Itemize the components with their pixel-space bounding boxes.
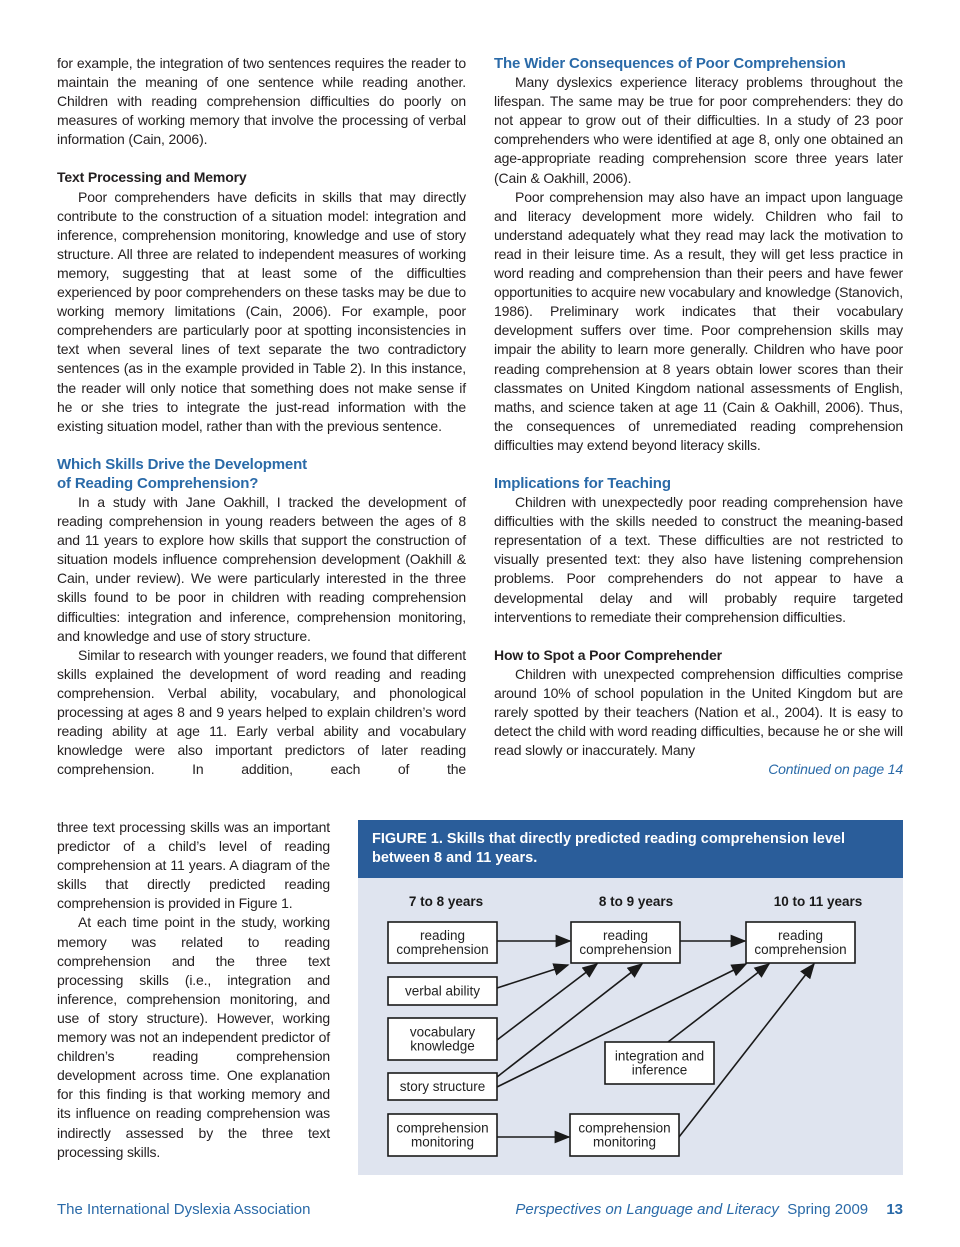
continued-link[interactable]: Continued on page 14 [768,761,903,778]
paragraph: three text processing skills was an important predictor of a child’s level of reading comprehension at 11 years. A diagram of the skills that directly predicted reading comprehension is provided in Figure 1. [57,819,330,912]
box-rc1 [388,922,497,963]
arrow-ii-to-rc3 [668,964,769,1042]
column-header: 7 to 8 years [408,894,484,909]
paragraph: Similar to research with younger readers, we found that different skills explained the development of word reading and reading comprehension. Verbal ability, vocabulary, and phonological processing at ages 8 and 9 years helped to explain children’s word reading ability at age 11. Early verbal ability and vocabulary knowledge were also important predictors of later reading comprehension. In addition, each of the [57,646,466,778]
left-column [57,54,466,779]
box-cm2 [570,1114,679,1156]
arrow-verbal-to-rc2 [497,965,568,988]
box-rc2 [571,922,680,963]
heading-line: Which Skills Drive the Development [57,455,307,473]
box-label: inference [631,1062,688,1078]
box-label: comprehension [396,942,489,957]
figure-diagram [358,820,903,1175]
box-rc3 [746,922,855,963]
paragraph: Poor comprehenders have deficits in skills that may directly contribute to the construction of a situation model: integration and inference, comprehension monitoring, knowledge and use of story structure. All three are related to independent measures of working memory, suggesting that at least some of the difficulties experienced by poor comprehenders on these tasks may be due to working memory limitations (Cain, 2006). For example, poor comprehenders are particularly poor at spotting inconsistencies in text when several lines of text separate the two contradictory sentences (as in the example provided in Table 2). In this instance, the reader will only notice that something does not make sense if he or she tries to integrate the just-read information with the existing situation model, rather than with the previous sentence. [57,188,466,434]
footer-right [515,1201,903,1218]
box-label: knowledge [410,1038,475,1054]
paragraph: Children with unexpected comprehension difficulties comprise around 10% of school population in the United Kingdom but are rarely spotted by their teachers (Nation et al., 2004). It is easy to detect the child with word reading difficulties, because he or she will read slowly or inaccurately. Many [494,665,903,759]
box-ii [605,1042,714,1084]
box-label: comprehension [579,942,672,957]
box-label: reading [419,928,466,943]
box-label: verbal ability [404,983,481,999]
section-heading: Implications for Teaching [494,474,671,492]
column-header: 8 to 9 years [598,894,674,909]
paragraph: for example, the integration of two sentences requires the reader to maintain the meaning of one sentence while reading another. Children with reading comprehension difficulties do poorly on measures of working memory that involve the processing of verbal information (Cain, 2006). [57,55,466,148]
box-label: reading [777,928,824,943]
paragraph: In a study with Jane Oakhill, I tracked the development of reading comprehension in young readers between the ages of 8 and 11 years to explore how skills that support the construction of situation models influence comprehension development (Oakhill & Cain, under review). We were particularly interested in the three skills found to be poor in children with reading comprehension difficulties: integration and inference, comprehension monitoring, and knowledge and use of story structure. [57,493,466,644]
box-label: vocabulary [409,1024,476,1040]
box-label: integration and [614,1048,705,1064]
arrow-vocab-to-rc2 [497,964,597,1040]
right-column [494,54,903,779]
page-number: 13 [886,1201,903,1218]
section-heading [57,455,466,493]
figure-1 [358,820,903,1175]
left-column-narrow [57,818,330,1162]
box-verbal [388,977,497,1005]
journal-title: Perspectives on Language and Literacy [515,1201,779,1218]
heading-line: of Reading Comprehension? [57,474,259,492]
box-label: comprehension [578,1120,671,1136]
box-vocab [388,1018,497,1060]
section-heading: How to Spot a Poor Comprehender [494,646,722,663]
paragraph: At each time point in the study, working memory was related to reading comprehension and the three text processing skills (i.e., integration and inference, comprehension monitoring, and use of story structure). However, working memory was not an independent predictor of children’s reading comprehension development across time. One explanation for this finding is that working memory and its influence on reading comprehension was indirectly assessed by the three text processing skills. [57,914,330,1160]
paragraph: Children with unexpectedly poor reading comprehension have difficulties with the skills needed to construct the meaning-based representation of a text. These difficulties are not restricted to visually presented text: they also have listening comprehension problems. Poor comprehenders do not appear to have a developmental delay and will probably require targeted interventions to remediate their comprehension difficulties. [494,494,903,625]
box-cm1 [388,1114,497,1156]
box-label: comprehension [396,1120,489,1136]
box-story [388,1073,497,1100]
paragraph: Poor comprehension may also have an impact upon language and literacy development more widely. Children who fail to understand adequately what they read may lack the motivation to read in their leisure time. As a result, they will get less practice in word reading and comprehension than their peers and have fewer opportunities to acquire new vocabulary and knowledge (Stanovich, 1986). Preliminary work indicates that their vocabulary development suffers over time. Poor comprehension skills may impair the ability to learn more generally. Children who have poor reading comprehension at 8 years obtain lower scores than their classmates on United Kingdom national assessments of English, maths, and science taken at age 11 (Cain & Oakhill, 2006). Thus, the consequences of unremediated reading comprehension difficulties may extend beyond literacy skills. [494,188,903,453]
box-label: comprehension [754,942,847,957]
column-header: 10 to 11 years [773,894,863,909]
paragraph: Many dyslexics experience literacy problems throughout the lifespan. The same may be true for poor comprehenders: they do not appear to grow out of their difficulties. In a study of 23 poor comprehenders who were identified at age 8, only one obtained an age-appropriate reading comprehension score three years later (Cain & Oakhill, 2006). [494,74,903,186]
box-label: monitoring [410,1134,475,1150]
footer-org: The International Dyslexia Association [57,1201,311,1218]
box-label: reading [602,928,649,943]
box-label: story structure [399,1079,486,1094]
box-label: monitoring [592,1134,657,1150]
figure-caption: FIGURE 1. Skills that directly predicted reading comprehension level between 8 and 11 years. [358,820,903,878]
section-heading: Text Processing and Memory [57,169,247,186]
section-heading: The Wider Consequences of Poor Comprehension [494,55,846,72]
issue: Spring 2009 [787,1201,869,1218]
